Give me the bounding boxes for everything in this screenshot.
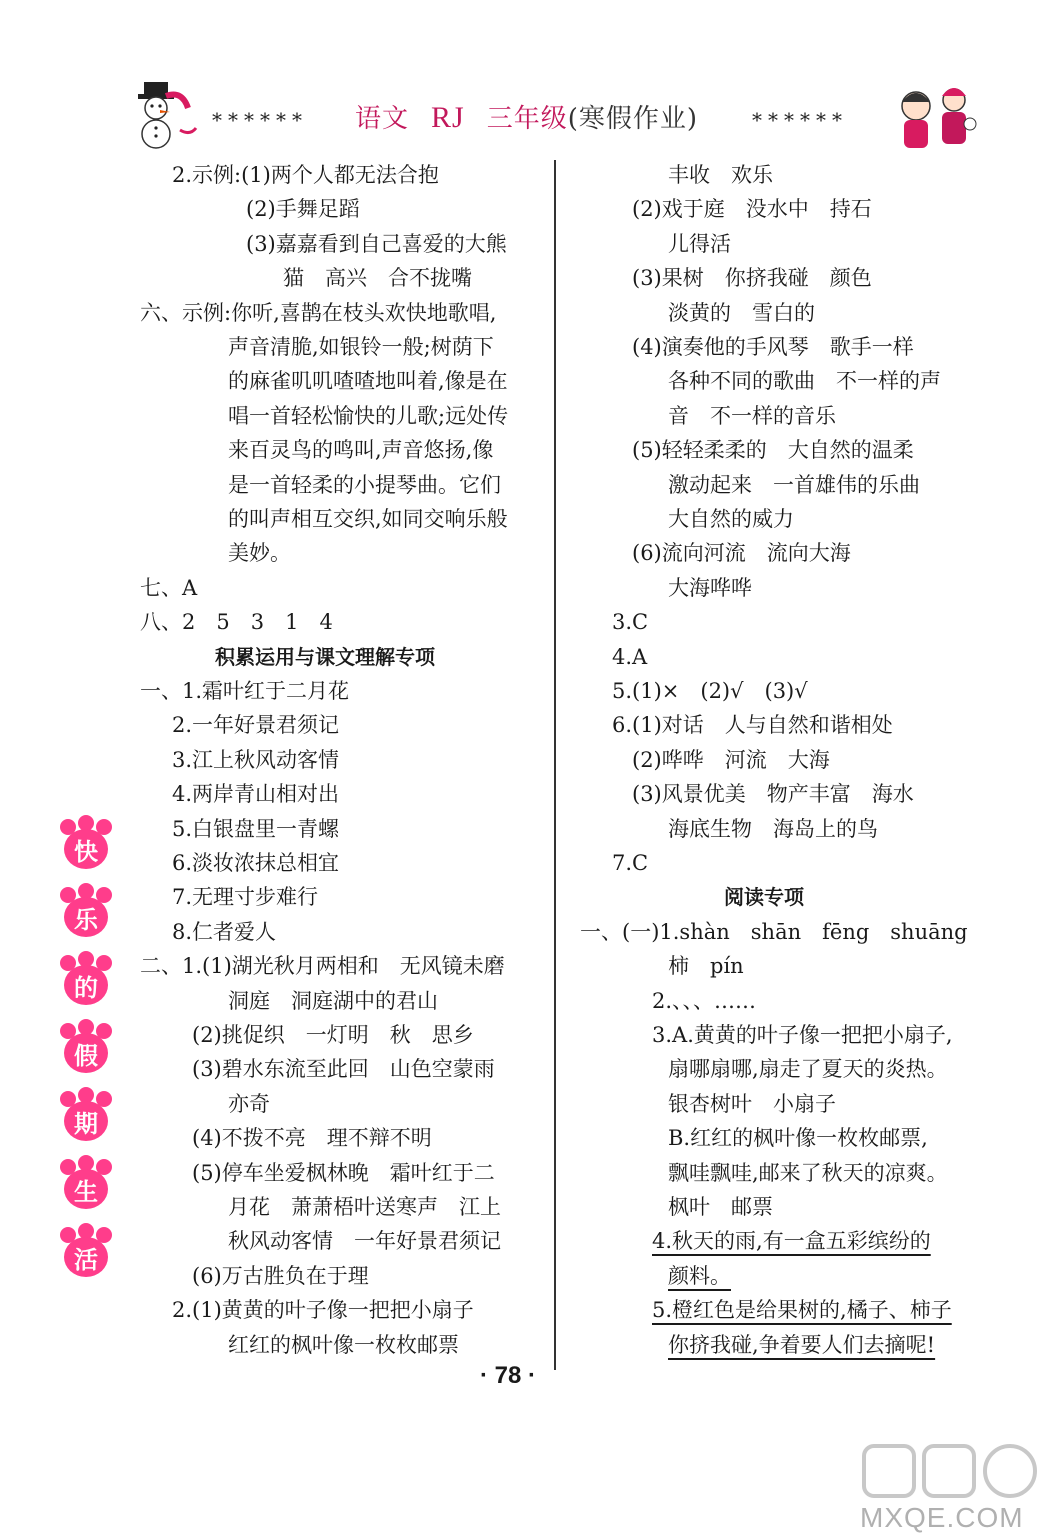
answer-line: 6.(1)对话 人与自然和谐相处 xyxy=(612,713,893,737)
answer-line: 3.A.黄黄的叶子像一把把小扇子, xyxy=(652,1023,953,1047)
paw-badge xyxy=(58,1087,114,1147)
answer-line: (3)风景优美 物产丰富 海水 xyxy=(632,782,914,806)
page-header xyxy=(120,80,980,160)
answer-line: 一、(一)1.shàn shān fēng shuāng xyxy=(580,920,968,944)
answer-line-underlined: 你挤我碰,争着要人们去摘呢! xyxy=(668,1333,936,1357)
answer-line: 二、1.(1)湖光秋月两相和 无风镜未磨 xyxy=(140,954,505,978)
watermark-text: MXQE.COM xyxy=(860,1502,1024,1533)
answer-line: 5.(1)× (2)√ (3)√ xyxy=(612,679,808,703)
badge-char: 的 xyxy=(64,965,108,1005)
answer-line-underlined: 4.秋天的雨,有一盒五彩缤纷的 xyxy=(652,1229,931,1253)
answer-line: (3)碧水东流至此回 山色空蒙雨 xyxy=(192,1057,495,1081)
answer-line: 枫叶 邮票 xyxy=(668,1195,773,1219)
answer-line: B.红红的枫叶像一枚枚邮票, xyxy=(668,1126,928,1150)
paw-badge xyxy=(58,883,114,943)
answer-line: (5)轻轻柔柔的 大自然的温柔 xyxy=(632,438,914,462)
badge-char: 期 xyxy=(64,1101,108,1141)
badge-char: 假 xyxy=(64,1033,108,1073)
header-volume: (寒假作业) xyxy=(567,104,699,134)
badge-char: 快 xyxy=(64,829,108,869)
header-stars-right: ****** xyxy=(752,108,848,132)
header-subject: 语文 xyxy=(355,104,410,134)
answer-line: (4)不拨不亮 理不辩不明 xyxy=(192,1126,432,1150)
answer-line: 2.(1)黄黄的叶子像一把把小扇子 xyxy=(172,1298,474,1322)
watermark-logo-icon xyxy=(860,1440,1040,1504)
header-grade: 三年级 xyxy=(486,104,568,134)
answer-line: 儿得活 xyxy=(668,232,731,256)
answer-line: 的叫声相互交织,如同交响乐般 xyxy=(228,507,508,531)
paw-badge xyxy=(58,1019,114,1079)
answer-line: 来百灵鸟的鸣叫,声音悠扬,像 xyxy=(228,438,494,462)
answer-line: 激动起来 一首雄伟的乐曲 xyxy=(668,473,920,497)
section-title: 阅读专项 xyxy=(724,885,804,909)
answer-line: 2.一年好景君须记 xyxy=(172,713,340,737)
answer-line: 声音清脆,如银铃一般;树荫下 xyxy=(228,335,494,359)
answer-line: 各种不同的歌曲 不一样的声 xyxy=(668,369,941,393)
header-edition: RJ xyxy=(431,101,465,134)
answer-line: (4)演奏他的手风琴 歌手一样 xyxy=(632,335,914,359)
paw-badge xyxy=(58,815,114,875)
answer-line: 扇哪扇哪,扇走了夏天的炎热。 xyxy=(668,1057,948,1081)
page-number: · 78 · xyxy=(480,1362,537,1389)
paw-badge xyxy=(58,1223,114,1283)
answer-line: 5.白银盘里一青螺 xyxy=(172,817,340,841)
badge-char: 乐 xyxy=(64,897,108,937)
answer-line: 4.A xyxy=(612,645,648,669)
answer-line: 丰收 欢乐 xyxy=(668,163,773,187)
answer-line: 大自然的威力 xyxy=(668,507,794,531)
answer-line: 红红的枫叶像一枚枚邮票 xyxy=(228,1333,459,1357)
answer-line: 一、1.霜叶红于二月花 xyxy=(140,679,350,703)
kids-decoration-icon xyxy=(890,80,980,155)
answer-line: 柿 pín xyxy=(668,954,744,978)
answer-line: 美妙。 xyxy=(228,541,291,565)
answer-line: 的麻雀叽叽喳喳地叫着,像是在 xyxy=(228,369,508,393)
answer-line-underlined: 颜料。 xyxy=(668,1264,731,1288)
answer-line: 4.两岸青山相对出 xyxy=(172,782,340,806)
answer-line: 唱一首轻松愉快的儿歌;远处传 xyxy=(228,404,509,428)
answer-line: 银杏树叶 小扇子 xyxy=(668,1092,836,1116)
answer-line: 2.、、、…… xyxy=(652,989,757,1013)
answer-line: 3.江上秋风动客情 xyxy=(172,748,340,772)
answer-line: 3.C xyxy=(612,610,649,634)
answer-line: 是一首轻柔的小提琴曲。它们 xyxy=(228,473,501,497)
answer-line: 八、2 5 3 1 4 xyxy=(140,610,333,634)
answer-line: 8.仁者爱人 xyxy=(172,920,277,944)
answer-line-underlined: 5.橙红色是给果树的,橘子、柿子 xyxy=(652,1298,952,1322)
answer-line: 六、示例:你听,喜鹊在枝头欢快地歌唱, xyxy=(140,301,497,325)
answer-line: 音 不一样的音乐 xyxy=(668,404,836,428)
answer-line: (2)哗哗 河流 大海 xyxy=(632,748,830,772)
answer-line: (6)流向河流 流向大海 xyxy=(632,541,851,565)
answer-line: 洞庭 洞庭湖中的君山 xyxy=(228,989,438,1013)
answer-line: (6)万古胜负在于理 xyxy=(192,1264,369,1288)
paw-badge xyxy=(58,951,114,1011)
answer-line: (3)果树 你挤我碰 颜色 xyxy=(632,266,872,290)
column-divider xyxy=(554,160,556,1370)
paw-badge xyxy=(58,1155,114,1215)
answer-line: 7.C xyxy=(612,851,649,875)
watermark xyxy=(860,1440,1040,1533)
answer-line: 海底生物 海岛上的鸟 xyxy=(668,817,878,841)
answer-line: (2)手舞足蹈 xyxy=(246,197,360,221)
answer-line: 7.无理寸步难行 xyxy=(172,885,319,909)
answer-line: 亦奇 xyxy=(228,1092,270,1116)
answer-line: (3)嘉嘉看到自己喜爱的大熊 xyxy=(246,232,507,256)
answer-line: (2)戏于庭 没水中 持石 xyxy=(632,197,872,221)
answer-line: 淡黄的 雪白的 xyxy=(668,301,815,325)
answer-line: 飘哇飘哇,邮来了秋天的凉爽。 xyxy=(668,1161,948,1185)
answer-line: 6.淡妆浓抹总相宜 xyxy=(172,851,340,875)
snowman-decoration-icon xyxy=(130,80,200,150)
answer-line: 2.示例:(1)两个人都无法合抱 xyxy=(172,163,439,187)
answer-line: (5)停车坐爱枫林晚 霜叶红于二 xyxy=(192,1161,495,1185)
header-title xyxy=(355,98,698,135)
answer-line: 七、A xyxy=(140,576,198,600)
badge-char: 生 xyxy=(64,1169,108,1209)
answer-line: 月花 萧萧梧叶送寒声 江上 xyxy=(228,1195,501,1219)
header-stars-left: ****** xyxy=(212,108,308,132)
answer-line: 猫 高兴 合不拢嘴 xyxy=(283,266,472,290)
answer-line: (2)挑促织 一灯明 秋 思乡 xyxy=(192,1023,474,1047)
answer-line: 秋风动客情 一年好景君须记 xyxy=(228,1229,501,1253)
badge-char: 活 xyxy=(64,1237,108,1277)
answer-line: 大海哗哗 xyxy=(668,576,752,600)
section-title: 积累运用与课文理解专项 xyxy=(215,645,435,669)
